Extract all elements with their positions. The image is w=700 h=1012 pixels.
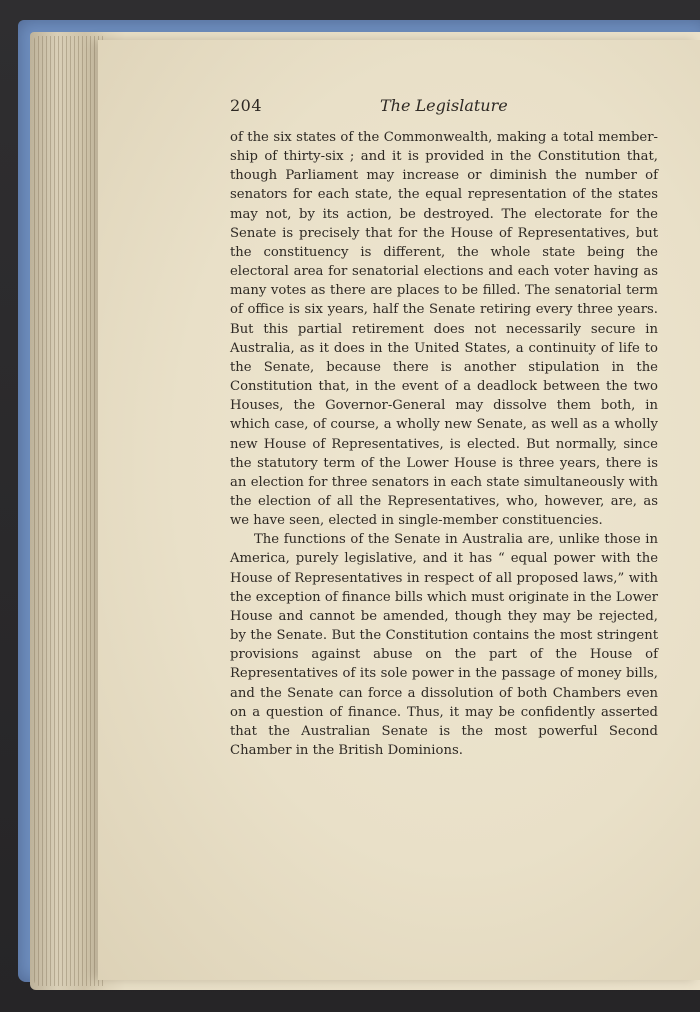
book-page	[98, 40, 700, 980]
page-number: 204	[230, 96, 263, 115]
paragraph-2: The functions of the Senate in Australia are, unlike those in America, purely legislative, and it has “ equal power with the House of Representatives in respect of all proposed laws,” with the exception of finance bills which must originate in the Lower House and cannot be amended, though they may be rejected, by the Senate. But the Constitution contains the most stringent provisions against abuse on the part of the House of Representatives of its sole power in the passage of money bills, and the Senate can force a dissolution of both Chambers even on a question of finance. Thus, it may be confidently asserted that the Australian Senate is the most powerful Second Chamber in the British Dominions.	[230, 532, 658, 758]
page-edges	[34, 36, 104, 986]
paragraph-1: of the six states of the Commonwealth, making a total membership of thirty-six ; and it is provided in the Constitution that, though Parliament may increase or diminish the number of senators for each state, the equal representation of the states may not, by its action, be destroyed. The electorate for the Senate is precisely that for the House of Representatives, but the constituency is different, the whole state being the electoral area for senatorial elections and each voter having as many votes as there are places to be filled. The senatorial term of office is six years, half the Senate retiring every three years. But this partial retirement does not necessarily secure in Australia, as it does in the United States, a continuity of life to the Senate, because there is another stipulation in the Constitution that, in the event of a deadlock between the two Houses, the Governor-General may dissolve them both, in which case, of course, a wholly new Senate, as well as a wholly new House of Representatives, is elected. But normally, since the statutory term of the Lower House is three years, there is an election for three senators in each state simultaneously with the election of all the Representatives, who, however, are, as we have seen, elected in single-member constituencies.	[230, 130, 658, 529]
running-head: The Legislature	[380, 96, 508, 115]
body-text	[230, 128, 658, 760]
page-header	[230, 96, 658, 120]
